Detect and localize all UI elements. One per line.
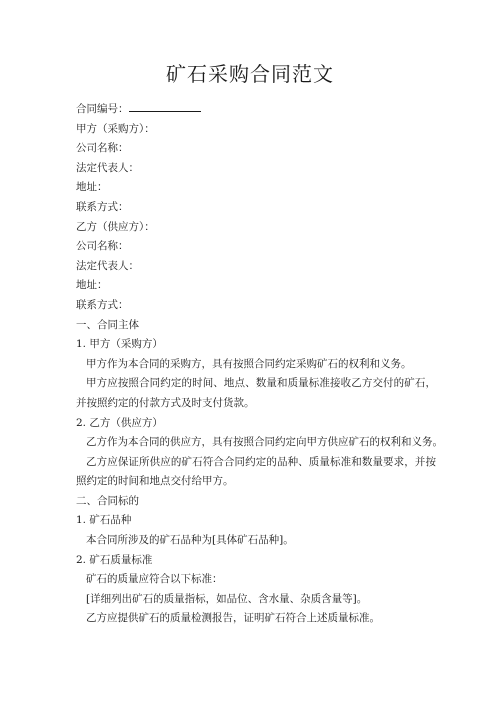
section-2-1-heading: 1. 矿石品种 <box>76 514 132 527</box>
contract-number-label: 合同编号： <box>76 103 129 115</box>
contract-number-line <box>76 100 436 120</box>
section-1-1-heading: 1. 甲方（采购方） <box>76 338 163 351</box>
party-a-address: 地址： <box>76 181 108 194</box>
party-a-label: 甲方（采购方）： <box>76 122 155 135</box>
section-2-2-heading: 2. 矿石质量标准 <box>76 553 153 566</box>
party-a-company: 公司名称： <box>76 142 129 155</box>
party-b-contact: 联系方式： <box>76 298 129 311</box>
section-1-2-paragraph-2: 乙方应保证所供应的矿石符合合同约定的品种、质量标准和数量要求，并按照约定的时间和地点交付给甲方。 <box>76 455 436 488</box>
section-1-heading: 一、合同主体 <box>76 318 139 331</box>
section-2-2-paragraph-3: 乙方应提供矿石的质量检测报告，证明矿石符合上述质量标准。 <box>86 612 380 625</box>
section-2-1-paragraph-1: 本合同所涉及的矿石品种为[具体矿石品种]。 <box>86 534 294 547</box>
section-1-1-paragraph-1: 甲方作为本合同的采购方，具有按照合同约定采购矿石的权利和义务。 <box>86 357 412 370</box>
party-b-representative: 法定代表人： <box>76 259 139 272</box>
party-b-label: 乙方（供应方）： <box>76 220 155 233</box>
party-b-company: 公司名称： <box>76 240 129 253</box>
section-2-2-paragraph-1: 矿石的质量应符合以下标准： <box>86 573 223 586</box>
section-2-heading: 二、合同标的 <box>76 494 139 507</box>
section-1-1-paragraph-2: 甲方应按照合同约定的时间、地点、数量和质量标准接收乙方交付的矿石，并按照约定的付款方式及时支付货款。 <box>76 377 436 409</box>
party-a-representative: 法定代表人： <box>76 161 139 174</box>
party-a-contact: 联系方式： <box>76 200 129 213</box>
party-b-address: 地址： <box>76 279 108 292</box>
section-2-2-paragraph-2: [详细列出矿石的质量指标，如品位、含水量、杂质含量等]。 <box>86 592 368 605</box>
document-title: 矿石采购合同范文 <box>166 62 334 86</box>
section-1-2-heading: 2. 乙方（供应方） <box>76 416 163 429</box>
document-body <box>76 100 443 629</box>
contract-number-blank <box>129 100 201 112</box>
section-1-2-paragraph-1: 乙方作为本合同的供应方，具有按照合同约定向甲方供应矿石的权利和义务。 <box>86 436 443 449</box>
